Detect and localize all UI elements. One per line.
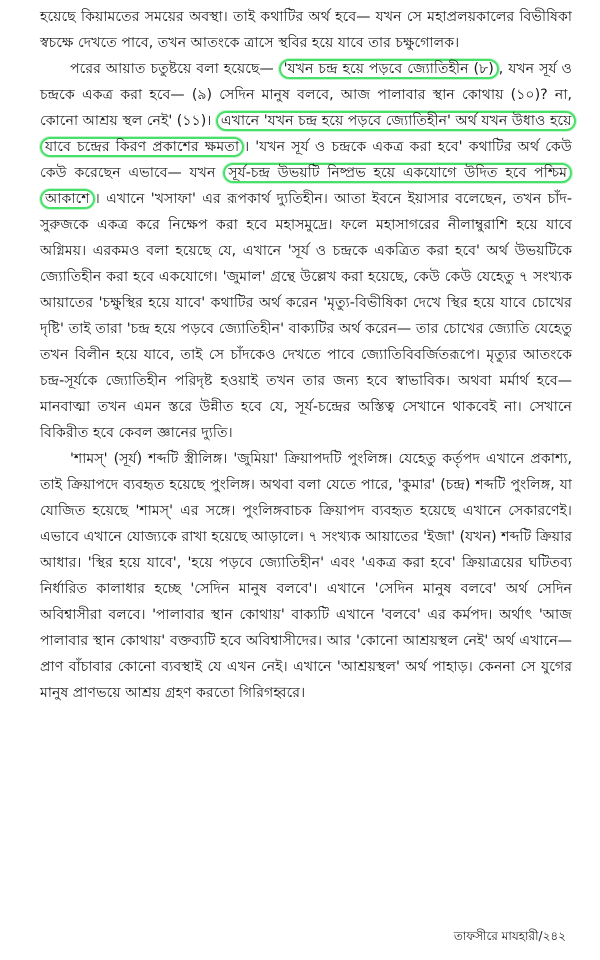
highlighted-text: সূর্য-চন্দ্র উভয়টি নিষ্প্রভ হয়ে একযোগে উদিত হবে পশ্চিম আকাশে [40,163,572,209]
paragraph-p1 [40,4,572,56]
paragraph-p2 [40,56,572,446]
paragraph-p3 [40,446,572,706]
text-segment: , যখন সূর্য ও চন্দ্রকে একত্র করা হবে— (৯) সেদিন মানুষ বলবে, আজ পালাবার স্থান কোথায় (১০)? না, কোনো আশ্রয় স্থল নেই' (১১)। [40,61,572,129]
text-segment: 'শামস্' (সূর্য) শব্দটি স্ত্রীলিঙ্গ। 'জুমিয়া' ক্রিয়াপদটি পুংলিঙ্গ। যেহেতু কর্তৃপদ এখানে প্রকাশ্য, তাই ক্রিয়াপদে ব্যবহৃত হয়েছে পুংলিঙ্গ। অথবা বলা যেতে পারে, 'কুমার' (চন্দ্র) শব্দটি পুংলিঙ্গ, যা যোজিত হয়েছে 'শামস্' এর সঙ্গে। পুংলিঙ্গবাচক ক্রিয়াপদ ব্যবহৃত হয়েছে এখানে সেকারণেই। এভাবে এখানে যোজ্যকে রাখা হয়েছে আড়ালে। ৭ সংখ্যক আয়াতের 'ইজা' (যখন) শব্দটি ক্রিয়ার আধার। 'স্থির হয়ে যাবে', 'হয়ে পড়বে জ্যোতিহীন' এবং 'একত্র করা হবে' ক্রিয়াত্রয়ের ঘটিতব্য নির্ধারিত কালাধার হচ্ছে 'সেদিন মানুষ বলবে'। এখানে 'সেদিন মানুষ বলবে' অর্থ সেদিন অবিশ্বাসীরা বলবে। 'পালাবার স্থান কোথায়' বাক্যটি এখানে 'বলবে' এর কর্মপদ। অর্থাৎ 'আজ পালাবার স্থান কোথায়' বক্তব্যটি হবে অবিশ্বাসীদের। আর 'কোনো আশ্রয়স্থল নেই' অর্থ এখানে— প্রাণ বাঁচাবার কোনো ব্যবস্থাই যে এখন নেই। এখানে 'আশ্রয়স্থল' অর্থ পাহাড়। কেননা সে যুগের মানুষ প্রাণভয়ে আশ্রয় গ্রহণ করতো গিরিগহ্বরে। [40,451,572,701]
body-text [40,4,572,706]
text-segment: পরের আয়াত চতুষ্টয়ে বলা হয়েছে— [70,61,279,77]
text-segment: । 'যখন সূর্য ও চন্দ্রকে একত্র করা হবে' কথাটির অর্থ কেউ কেউ করেছেন এভাবে— যখন [40,139,572,181]
page-footer: তাফসীরে মাযহারী/২৪২ [453,929,566,943]
highlighted-text: 'যখন চন্দ্র হয়ে পড়বে জ্যোতিহীন (৮) [279,59,499,79]
highlighted-text: এখানে 'যখন চন্দ্র হয়ে পড়বে জ্যোতিহীন' অর্থ যখন উধাও হয়ে যাবে চন্দ্রের কিরণ প্রকাশের ক্ষমতা [40,111,576,157]
text-segment: । এখানে 'খসাফা' এর রূপকার্থ দ্যুতিহীন। আতা ইবনে ইয়াসার বলেছেন, তখন চাঁদ-সুরুজকে একত্র করে নিক্ষেপ করা হবে মহাসমুদ্রে। ফলে মহাসাগরের নীলাম্বুরাশি হয়ে যাবে অগ্নিময়। এরকমও বলা হয়েছে যে, এখানে 'সূর্য ও চন্দ্রকে একত্রিত করা হবে' অর্থ উভয়টিকে জ্যোতিহীন করা হবে একযোগে। 'জুমাল' গ্রন্থে উল্লেখ করা হয়েছে, কেউ কেউ যেহেতু ৭ সংখ্যক আয়াতের 'চক্ষুস্থির হয়ে যাবে' কথাটির অর্থ করেন 'মৃত্যু-বিভীষিকা দেখে স্থির হয়ে যাবে চোখের দৃষ্টি' তাই তারা 'চন্দ্র হয়ে পড়বে জ্যোতিহীন' বাক্যটির অর্থ করেন— তার চোখের জ্যোতি যেহেতু তখন বিলীন হয়ে যাবে, তাই সে চাঁদকেও দেখতে পাবে জ্যোতিবিবর্জিতরূপে। মৃত্যুর আতংকে চন্দ্র-সূর্যকে জ্যোতিহীন পরিদৃষ্ট হওয়াই তখন তার জন্য হবে স্বাভাবিক। অথবা মর্মার্থ হবে— মানবাত্মা তখন এমন স্তরে উন্নীত হবে যে, সূর্য-চন্দ্রের অস্তিত্ব সেখানে থাকবেই না। সেখানে বিকিরীত হবে কেবল জ্ঞানের দ্যুতি। [40,191,572,441]
text-segment: হয়েছে কিয়ামতের সময়ের অবস্থা। তাই কথাটির অর্থ হবে— যখন সে মহাপ্রলয়কালের বিভীষিকা স্বচক্ষে দেখতে পাবে, তখন আতংকে ত্রাসে স্থবির হয়ে যাবে তার চক্ষুগোলক। [40,9,572,51]
